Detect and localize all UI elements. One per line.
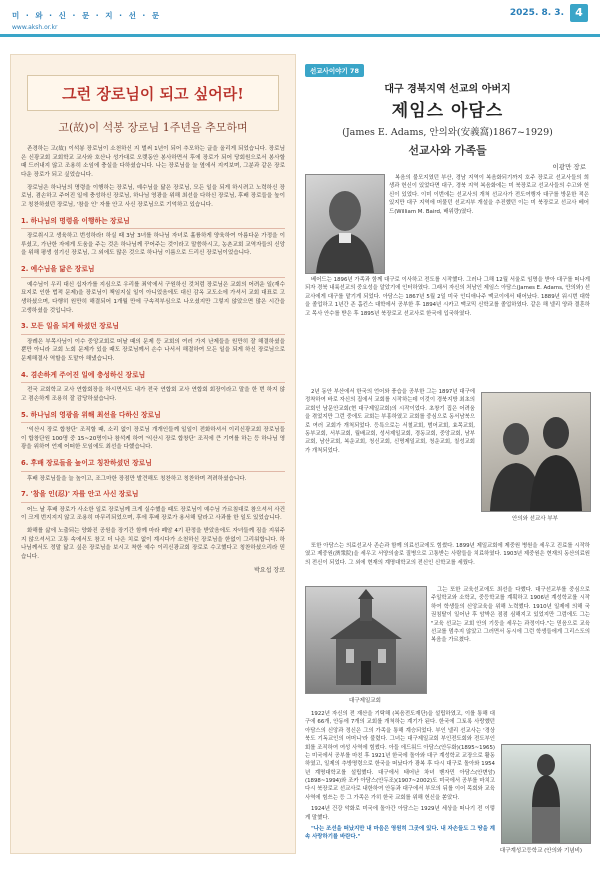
paragraph: 1922년 자신의 전 재산을 기탁해 (복음전도재단)을 설립하였고, 이를 통해 대구에 66개, 안동에 7개의 교회를 개척하는 계기가 된다. 한국에 그토록 사랑했던 아담스의 신앙과 정신은 그의 가족을 통해 계승되었다. 부인 넬리 선교사는 '경상북도 기독교인의 어머니'라 불렸다. 그녀는 대구제일교회 부인전도회와 전도부인회를 조직하여 여성 사역에 힘썼다. 아들 에드워드 아담스(안두화)(1895~1965)는 미국에서 공부를 마친 후 1921년 한국에 돌아와 대구 계성학교 교장으로 활동하였고, 일제의 추방명령으로 한국을 떠났다가 광복 후 다시 대구로 돌아와 1954년 계명대학교를 설립했다. 대구에서 태어난 차녀 벤자민 아담스(안변암)(1898~1994)와 조카 아담스(안두조)(1907~2002)도 미국에서 공부를 마치고 다시 북장로교 선교사로 내한하여 안동과 대구에서 부모의 뒤를 이어 목회와 교육 사역에 힘쓰는 등 그 가족은 가히 한국 교회를 위해 헌신을 쏟았다. — [305, 711, 495, 801]
paragraph: 장로취시고 생육하고 번성하라! 하실 때 3남 3녀를 하나님 자녀로 훌륭하게 양육하여 아름다운 가정을 이루셨고, 가난한 자에게 도움을 주는 것은 하나님께 꾸어주는 것이라고 말씀하시고, 농촌교회 교역자들의 신앙을 위해 평생 섬기신 장로님, 그 외에도 많은 것으로 하나님 이름으로 드리신 장로님이었습니다. — [21, 233, 285, 257]
memorial-subtitle: 고(故)이 석봉 장로님 1주년을 추모하며 — [58, 121, 248, 134]
article-text-top — [389, 174, 589, 272]
paragraph: 전국 교회학교 교사 연합회장을 하시면서도 내가 전국 연합회 교사 연합회 회장이라고 말을 한 번 하지 않고 겸손하게 조용히 잘 감당하셨습니다. — [21, 387, 285, 402]
page-number: 4 — [570, 4, 588, 22]
paragraph: 또한 아담스는 의료선교사 존슨과 함께 의료선교에도 힘썼다. 1899년 제일교회에 제중원 병원을 세우고 진료를 시작하였고 제중원(濟衆院)을 세우고 서양의술로 질병으로 고통받는 사람들을 치료하였다. 1903년 제중원은 현재의 동산의료원의 전신이 되었다. 그 외에 현재의 계명대학교의 전신인 신학교를 세웠다. — [305, 543, 590, 566]
section-heading: 5. 하나님의 영광을 위해 최선을 다하신 장로님 — [21, 410, 285, 424]
paragraph: 화해를 삶에 노출되는 양화진 공원을 장기간 함께 마라 폐암 4기 판정을 받았음에도 자녀들께 짐을 지워주지 않으셔서고 고통 속에서도 참고 더 나은 치료 없이 계시다가 소천하신 장로님을 한없이 그리워합니다. 하나님께서도 정말 닮고 싶은 장로님을 보시고 착한 예수 이리신광교회 장로로 수고했다고 칭찬하셨으리라 믿습니다. — [21, 528, 285, 561]
section-heading: 4. 겸손하게 주어진 일에 충성하신 장로님 — [21, 370, 285, 384]
article-title-english: (James E. Adams, 안의와(安義窩)1867~1929) — [342, 127, 553, 138]
quote: "나는 조선을 떠났지만 내 마음은 영원히 그곳에 있다. 내 자손들도 그 땅을 계속 사랑하기를 바란다." — [305, 825, 495, 841]
article-author: 이광만 장로 — [552, 163, 586, 171]
couple-photo — [481, 392, 591, 512]
church-photo-caption: 대구제일교회 — [349, 698, 381, 704]
article-kicker: 대구 경북지역 선교의 아버지 — [384, 84, 511, 95]
paragraph: 1924년 건강 악화로 미국에 돌아간 아담스는 1929년 세상을 떠나기 전 이렇게 말했다. — [305, 806, 495, 821]
page-header — [0, 0, 600, 48]
article-text-lower — [305, 710, 495, 860]
memorial-statue-photo — [501, 744, 591, 844]
section-heading: 7. '참을 인(忍)' 자를 안고 사신 장로님 — [21, 489, 285, 503]
series-tag: 선교사이야기 78 — [305, 64, 364, 77]
paragraph: 예수님이 우리 대신 십자가를 지심으로 우리를 죄악에서 구원하신 것처럼 장로님은 교회의 어려운 일(재수 묘지로 인한 법적 문제)을 장로님이 책임지실 일이 아니었음에도 대신 감옥 교도소에 가셔서 교회 대표로 고생하셨으며, 다행히 원만히 해결되어 1개월 만에 구속적부심으로 나오셨지만 그렇지 않았으면 많은 시간을 고생하셨을 것입니다. — [21, 281, 285, 314]
article-text-mid — [305, 388, 475, 538]
paragraph: 베어드는 1896년 가족과 함께 대구로 이사하고 전도를 시작했다. 그러나 그해 12월 서울로 임명을 받아 대구를 떠나게 되자 경북 내륙선교의 중요성을 알았기에 인터하였다. 그래서 자신의 처남인 제임스 아담스(James E. Adams, 안의와) 선교사에게 대구를 맡기게 되었다. 아담스는 1867년 5월 2일 미국 인디애나주 맥코이에서 태어났다. 1889년 워시번 대학을 졸업하고 1년간 존 홉킨스 대학에서 공부한 후 1894년 시카고 맥코믹 신학교를 졸업하였다. 같은 해 넬리 양과 결혼하고 목사 안수를 받은 후 1895년 북장로교 선교사로 한국에 입국하였다. — [305, 277, 590, 317]
header-divider — [0, 34, 600, 37]
church-photo — [305, 586, 427, 694]
portrait-silhouette-icon — [306, 175, 384, 273]
paragraph: 장로님은 하나님의 명령을 이행하는 장로님, 예수님을 닮은 장로님, 모든 일을 되게 하시려고 노력하신 장로님, 겸손하고 주어진 일에 충성하신 장로님, 하나님 영광을 위해 최선을 다하신 장로님, 후배 장로들을 높이고 칭찬하셨던 장로님, '참을 인' 자를 안고 사신 장로님으로 기억하고 있습니다. — [21, 184, 285, 208]
memorial-article — [10, 54, 296, 854]
memorial-body — [11, 135, 295, 575]
article-title: 제임스 아담스 — [391, 101, 504, 121]
section-heading: 6. 후배 장로들을 높이고 칭찬하셨던 장로님 — [21, 458, 285, 472]
article-subtitle: 선교사와 가족들 — [408, 144, 487, 157]
article-text-wide-2 — [305, 542, 590, 582]
couple-photo-caption: 안의와 선교사 부부 — [511, 516, 558, 522]
statue-icon — [502, 745, 590, 843]
paragraph: 복음의 불모지였던 부산, 경남 지역이 복음화되기까지 호주 장로교 선교사들의 희생과 헌신이 있었다면 대구, 경북 지역 복음화에는 미 북장로교 선교사들의 수고와 헌신이 있었다. 이미 이번에는 선교사의 개척 선교사가 전도여행자 대구를 방문한 적은 있지만 대구 지역에 머물던 선교지부 개설을 추진했던 이는 미 북장로교 선교사 베어드(William M. Baird, 배위량)였다. — [389, 175, 589, 215]
article-text-wide-1 — [305, 276, 590, 386]
paragraph: 2년 동안 부산에서 한국의 언어와 풍습을 공부한 그는 1897년 대구에 정착하여 바로 자신의 집에서 교회를 시작하는데 이것이 경북지방 최초의 교회인 남문안교회(현 대구제일교회)의 시작이었다. 초창기 집은 어려움을 겪었지만 그런 중에도 교회는 부흥하였고 교회를 중심으로 동서남북으로 여러 교회가 개척되었다. 등특으로는 서철교회, 범어교회, 효목교회, 동부교회, 서부교회, 월배교회, 성서제일교회, 경동교회, 중앙교회, 남부교회, 남산교회, 복운교회, 청신교회, 신명제일교회, 청운교회, 칠성교회가 개척되었다. — [305, 389, 475, 454]
church-building-icon — [306, 587, 426, 693]
section-heading: 3. 모든 일을 되게 하셨던 장로님 — [21, 321, 285, 335]
section-heading: 2. 예수님을 닮은 장로님 — [21, 264, 285, 278]
paragraph: 장례은 부목사님이 이수 중앙교회로 떠날 때의 문제 등 교회의 여러 가지 난제들을 원만히 잘 해결하셨을 뿐만 아니라 교회 노회 문제가 있을 때도 장로님께서 손수 나서서 해결하여 모든 일을 되게 하신 장로님으로 문제해결사 역할을 도맡아 해냈습니다. — [21, 338, 285, 363]
section-heading: 1. 하나님의 명령을 이행하는 장로님 — [21, 216, 285, 230]
article-text-right — [431, 586, 590, 708]
couple-silhouette-icon — [482, 393, 590, 511]
paragraph: 후배 장로님들을 늘 높이고, 조그마한 장점만 발견해도 칭찬하고 칭찬하며 격려하셨습니다. — [27, 475, 247, 482]
memorial-banner: 그런 장로님이 되고 싶어라! — [27, 75, 279, 111]
paragraph: 어느 날 후배 장로가 사소한 일로 장로님께 크게 실수했을 때도 장로님이 예수님 가르침대로 참으셔서 사건이 크게 번지지지 않고 조용히 마무리되었으며, 후에 후배 장로가 용서해 달라고 사과를 한 일도 있었습니다. — [21, 506, 285, 522]
paragraph: '익산시 장로 합창단' 조직할 때, 소리 없이 장로님 개개인들께 일일이 전화하셔서 이리신광교회 장로님들이 합창단원 100명 중 15~20명이나 참석케 하여 '익산시 장로 합창단' 조직에 큰 기여를 하는 등 하나님 영광을 위하여 언제 어떠한 모임에도 최선을 다했습니다. — [21, 427, 285, 451]
newspaper-title: 미 · 와 · 신 · 문 · 지 · 선 · 문 — [12, 11, 162, 20]
issue-date: 2025. 8. 3. — [509, 8, 564, 18]
paragraph: 존경하는 고(故) 이석봉 장로님이 소천하신 지 벌써 1년이 되어 추모하는 글을 올리게 되었습니다. 장로님은 신광교회 교회학교 교사와 호산나 성가대로 오랫동안 봉사하면서 후에 장로가 되어 당회원으로서 봉사할 때 드러내지 않고 조용히 소임에 충실을 다하셨습니다. 나는 장로님을 늘 옆에서 지켜보며, 그분과 같은 장로다운 장로가 되고 싶었습니다. — [21, 146, 285, 178]
portrait-photo — [305, 174, 385, 274]
missionary-article — [305, 54, 590, 866]
author-signature: 박요섭 장로 — [254, 566, 285, 574]
paragraph: 그는 또한 교육선교에도 최선을 다했다. 대구선교부를 중심으로 주일학교와 소학교, 중등학교를 계획하고 1906년 계성학교를 시작하여 학생들의 신앙교육을 위해 노력했다. 1910년 일제에 의해 국권침탈이 일어난 후 암박은 점점 심해지고 있었지만 그럼에도 그는 "교육 선교는 교회 안의 기둥을 세우는 과정이다."는 믿음으로 교육 선교를 멈추지 않았고 그러면서 동시에 그런 학생들에게 그리스도의 복음을 가르쳤다. — [431, 587, 590, 644]
statue-photo-caption: 대구계성고등학교 (안의와 기념비) — [499, 848, 583, 854]
newspaper-url[interactable]: www.aksh.or.kr — [12, 24, 58, 31]
